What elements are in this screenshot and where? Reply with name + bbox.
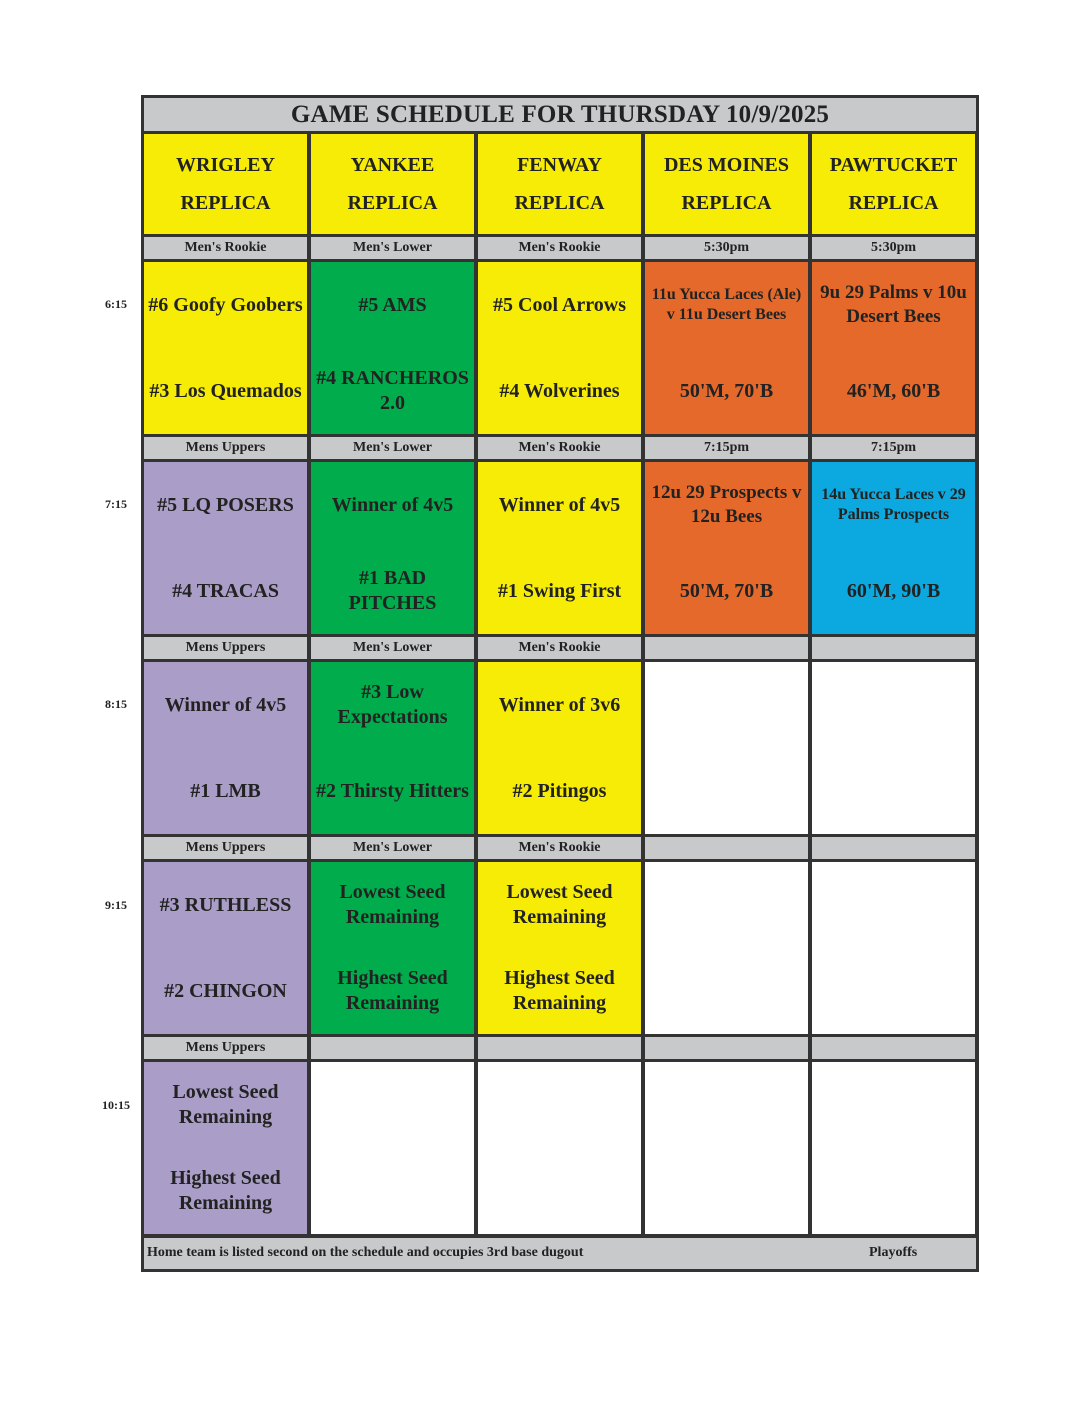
game-cell	[311, 262, 474, 434]
division-label: Men's Rookie	[478, 437, 641, 459]
away-team	[645, 662, 808, 748]
time-label: 10:15	[102, 1098, 130, 1112]
game-cell	[478, 462, 641, 634]
venue-name: DES MOINES	[663, 154, 790, 176]
venue-fenway	[478, 134, 641, 234]
division-label	[812, 637, 975, 659]
away-team	[812, 862, 975, 948]
away-team: Winner of 4v5	[498, 493, 621, 516]
away-team: Winner of 4v5	[331, 493, 454, 516]
division-label-row	[144, 837, 976, 859]
home-team	[645, 1148, 808, 1234]
game-cell	[812, 262, 975, 434]
game-cell	[311, 862, 474, 1034]
game-row	[144, 262, 976, 434]
venue-name: FENWAY	[517, 154, 602, 176]
away-team	[645, 1062, 808, 1148]
venue-name: PAWTUCKET	[829, 154, 958, 176]
away-team: 11u Yucca Laces (Ale) v 11u Desert Bees	[651, 286, 802, 323]
division-label: Mens Uppers	[144, 637, 307, 659]
game-cell	[645, 462, 808, 634]
home-team: #2 Thirsty Hitters	[316, 779, 469, 802]
home-team-note: Home team is listed second on the schedule and occupies 3rd base dugout	[147, 1245, 584, 1260]
home-team: #1 LMB	[190, 779, 261, 802]
playoffs-tag: Playoffs	[869, 1245, 918, 1260]
empty-cell	[311, 1062, 474, 1234]
division-label: 5:30pm	[645, 237, 808, 259]
division-label: Men's Lower	[311, 437, 474, 459]
away-team: #3 Low Expectations	[337, 681, 448, 728]
time-label: 7:15	[105, 497, 127, 511]
time-label: 6:15	[105, 297, 127, 311]
time-label: 9:15	[105, 898, 127, 912]
division-label: 7:15pm	[645, 437, 808, 459]
home-team: #1 Swing First	[497, 579, 622, 602]
empty-cell	[478, 1062, 641, 1234]
division-label: Mens Uppers	[144, 437, 307, 459]
home-team	[812, 948, 975, 1034]
home-team: #2 Pitingos	[512, 779, 607, 802]
division-label: 5:30pm	[812, 237, 975, 259]
division-label: Men's Lower	[311, 237, 474, 259]
field-dimensions: 60'M, 90'B	[846, 579, 941, 602]
away-team: Lowest Seed Remaining	[506, 881, 613, 928]
division-label-row	[144, 237, 976, 259]
away-team: #6 Goofy Goobers	[148, 293, 303, 316]
home-team: #1 BAD PITCHES	[348, 567, 437, 614]
game-cell	[812, 462, 975, 634]
venue-sub: REPLICA	[347, 192, 438, 214]
division-label: Mens Uppers	[144, 1037, 307, 1059]
away-team: #5 AMS	[358, 293, 427, 316]
empty-cell	[812, 862, 975, 1034]
home-team: Highest Seed Remaining	[170, 1167, 281, 1214]
division-label	[478, 1037, 641, 1059]
venue-name: WRIGLEY	[176, 154, 275, 176]
venue-name: YANKEE	[350, 154, 435, 176]
home-team: Highest Seed Remaining	[337, 967, 448, 1014]
away-team	[478, 1062, 641, 1148]
venue-des-moines	[645, 134, 808, 234]
division-label	[311, 1037, 474, 1059]
game-cell	[311, 662, 474, 834]
division-label-row	[144, 437, 976, 459]
division-label	[645, 1037, 808, 1059]
away-team: 12u 29 Prospects v 12u Bees	[651, 482, 802, 527]
division-label-row	[144, 1037, 976, 1059]
empty-cell	[645, 662, 808, 834]
game-cell	[144, 262, 307, 434]
game-cell	[478, 662, 641, 834]
venue-sub: REPLICA	[681, 192, 772, 214]
home-team: #4 TRACAS	[172, 579, 279, 602]
division-label: Men's Lower	[311, 837, 474, 859]
empty-cell	[812, 1062, 975, 1234]
game-cell	[144, 1062, 307, 1234]
venue-sub: REPLICA	[514, 192, 605, 214]
game-cell	[144, 862, 307, 1034]
away-team: Lowest Seed Remaining	[172, 1081, 279, 1128]
division-label	[645, 837, 808, 859]
schedule-title: GAME SCHEDULE FOR THURSDAY 10/9/2025	[144, 98, 976, 131]
empty-cell	[812, 662, 975, 834]
away-team: Lowest Seed Remaining	[339, 881, 446, 928]
home-team	[478, 1148, 641, 1234]
game-cell	[144, 462, 307, 634]
home-team: #2 CHINGON	[164, 979, 287, 1002]
division-label	[812, 1037, 975, 1059]
empty-cell	[645, 1062, 808, 1234]
game-cell	[478, 262, 641, 434]
away-team	[812, 1062, 975, 1148]
division-label: Mens Uppers	[144, 837, 307, 859]
field-dimensions: 50'M, 70'B	[679, 579, 774, 602]
home-team: #4 RANCHEROS 2.0	[316, 367, 469, 414]
game-cell	[645, 262, 808, 434]
game-row	[144, 1062, 976, 1234]
away-team	[311, 1062, 474, 1148]
game-row	[144, 862, 976, 1034]
away-team: #3 RUTHLESS	[159, 893, 292, 916]
away-team: Winner of 4v5	[164, 693, 287, 716]
away-team: #5 Cool Arrows	[493, 293, 626, 316]
game-cell	[311, 462, 474, 634]
home-team: Highest Seed Remaining	[504, 967, 615, 1014]
away-team: 9u 29 Palms v 10u Desert Bees	[820, 282, 967, 327]
home-team: #3 Los Quemados	[149, 379, 302, 402]
away-team	[812, 662, 975, 748]
home-team	[812, 748, 975, 834]
division-label: Men's Rookie	[478, 637, 641, 659]
home-team	[812, 1148, 975, 1234]
away-team: 14u Yucca Laces v 29 Palms Prospects	[821, 486, 966, 523]
home-team	[645, 948, 808, 1034]
division-label: Men's Rookie	[478, 837, 641, 859]
home-team	[311, 1148, 474, 1234]
division-label: 7:15pm	[812, 437, 975, 459]
home-team	[645, 748, 808, 834]
division-label	[812, 837, 975, 859]
empty-cell	[645, 862, 808, 1034]
game-row	[144, 462, 976, 634]
game-row	[144, 662, 976, 834]
away-team: Winner of 3v6	[498, 693, 621, 716]
schedule-footer	[144, 1238, 976, 1269]
venue-sub: REPLICA	[180, 192, 271, 214]
venue-header-row	[144, 134, 976, 234]
field-dimensions: 50'M, 70'B	[679, 379, 774, 402]
venue-sub: REPLICA	[848, 192, 939, 214]
venue-yankee	[311, 134, 474, 234]
field-dimensions: 46'M, 60'B	[846, 379, 941, 402]
game-cell	[144, 662, 307, 834]
division-label: Men's Rookie	[144, 237, 307, 259]
venue-pawtucket	[812, 134, 975, 234]
division-label	[645, 637, 808, 659]
division-label-row	[144, 637, 976, 659]
division-label: Men's Rookie	[478, 237, 641, 259]
time-label: 8:15	[105, 697, 127, 711]
game-cell	[478, 862, 641, 1034]
schedule-table	[141, 95, 979, 1272]
venue-wrigley	[144, 134, 307, 234]
away-team	[645, 862, 808, 948]
division-label: Men's Lower	[311, 637, 474, 659]
home-team: #4 Wolverines	[499, 379, 620, 402]
away-team: #5 LQ POSERS	[157, 493, 294, 516]
